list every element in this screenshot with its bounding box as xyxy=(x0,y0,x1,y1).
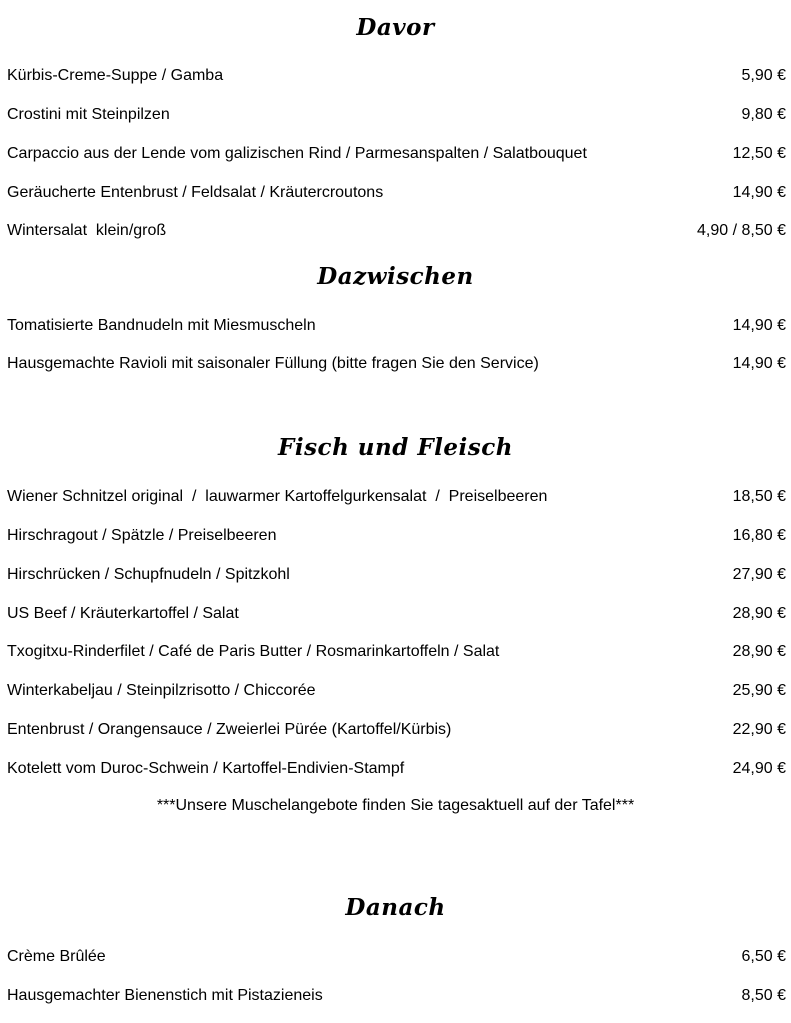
menu-item xyxy=(7,602,786,626)
menu-item xyxy=(7,219,786,243)
mussel-note: ***Unsere Muschelangebote finden Sie tagesaktuell auf der Tafel*** xyxy=(156,797,635,814)
menu-item xyxy=(7,485,786,509)
menu-item xyxy=(7,314,786,338)
section-heading-fisch-und-fleisch: Fisch und Fleisch xyxy=(278,434,513,461)
menu-item-price: 8,50 € xyxy=(741,987,786,1004)
menu-item xyxy=(7,142,786,166)
menu-item-name: Hirschrücken / Schupfnudeln / Spitzkohl xyxy=(7,566,290,583)
menu-item-price: 14,90 € xyxy=(732,317,786,334)
menu-item-price: 14,90 € xyxy=(732,355,786,372)
menu-item xyxy=(7,640,786,664)
menu-item-name: Tomatisierte Bandnudeln mit Miesmuscheln xyxy=(7,317,316,334)
menu-item-price: 5,90 € xyxy=(741,67,786,84)
menu-item-name: US Beef / Kräuterkartoffel / Salat xyxy=(7,605,239,622)
menu-item-name: Hausgemachte Ravioli mit saisonaler Füllung (bitte fragen Sie den Service) xyxy=(7,355,539,372)
menu-item xyxy=(7,679,786,703)
menu-item-name: Kürbis-Creme-Suppe / Gamba xyxy=(7,67,224,84)
menu-item-name: Geräucherte Entenbrust / Feldsalat / Kräutercroutons xyxy=(7,184,384,201)
section-heading-danach: Danach xyxy=(345,894,446,921)
menu-item xyxy=(7,945,786,969)
menu-item xyxy=(7,181,786,205)
menu-item-price: 12,50 € xyxy=(732,145,786,162)
menu-item-price: 22,90 € xyxy=(732,721,786,738)
menu-item xyxy=(7,103,786,127)
section-heading-davor: Davor xyxy=(356,14,435,41)
menu-item-price: 18,50 € xyxy=(732,488,786,505)
menu-item xyxy=(7,757,786,781)
menu-item-price: 28,90 € xyxy=(732,643,786,660)
section-heading-dazwischen: Dazwischen xyxy=(317,263,474,290)
menu-item-price: 14,90 € xyxy=(732,184,786,201)
menu-item xyxy=(7,563,786,587)
menu-item-name: Crème Brûlée xyxy=(7,948,106,965)
menu-item-price: 4,90 / 8,50 € xyxy=(697,222,786,239)
menu-item-name: Wintersalat klein/groß xyxy=(7,222,167,239)
menu-item-name: Wiener Schnitzel original / lauwarmer Kartoffelgurkensalat / Preiselbeeren xyxy=(7,488,548,505)
menu-item-name: Carpaccio aus der Lende vom galizischen Rind / Parmesanspalten / Salatbouquet xyxy=(7,145,587,162)
menu-item-name: Hausgemachter Bienenstich mit Pistazieneis xyxy=(7,987,323,1004)
menu-item-name: Hirschragout / Spätzle / Preiselbeeren xyxy=(7,527,277,544)
menu-item-price: 28,90 € xyxy=(732,605,786,622)
menu-item-price: 25,90 € xyxy=(732,682,786,699)
menu-item xyxy=(7,352,786,376)
menu-item-name: Entenbrust / Orangensauce / Zweierlei Pürée (Kartoffel/Kürbis) xyxy=(7,721,452,738)
menu-item-price: 27,90 € xyxy=(732,566,786,583)
menu-item-name: Winterkabeljau / Steinpilzrisotto / Chiccorée xyxy=(7,682,316,699)
menu-item xyxy=(7,984,786,1008)
menu-item-name: Txogitxu-Rinderfilet / Café de Paris Butter / Rosmarinkartoffeln / Salat xyxy=(7,643,500,660)
menu-item xyxy=(7,524,786,548)
menu-item xyxy=(7,64,786,88)
menu-item-price: 24,90 € xyxy=(732,760,786,777)
menu-item xyxy=(7,718,786,742)
menu-item-price: 9,80 € xyxy=(741,106,786,123)
menu-item-name: Kotelett vom Duroc-Schwein / Kartoffel-Endivien-Stampf xyxy=(7,760,405,777)
menu-item-price: 16,80 € xyxy=(732,527,786,544)
menu-item-name: Crostini mit Steinpilzen xyxy=(7,106,170,123)
menu-item-price: 6,50 € xyxy=(741,948,786,965)
